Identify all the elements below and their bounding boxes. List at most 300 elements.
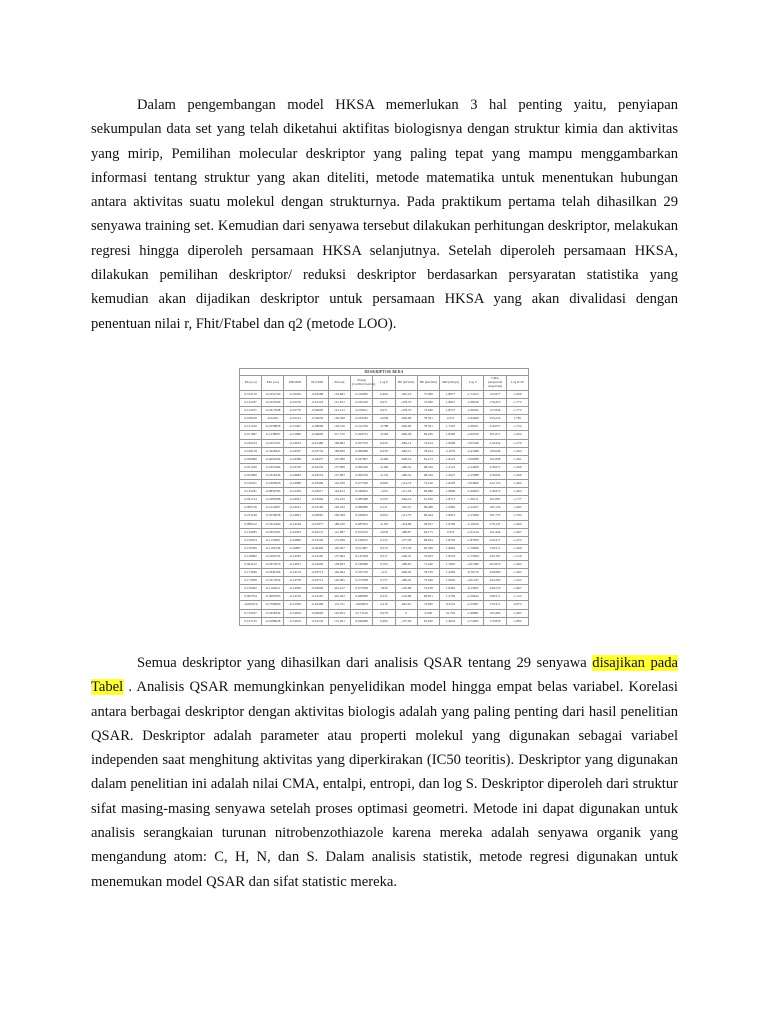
table-cell: 0,052090 — [240, 471, 262, 479]
table-cell: -0,788 — [373, 423, 395, 431]
table-cell: -478,55 — [395, 399, 417, 407]
table-cell: 78,914 — [417, 447, 439, 455]
table-cell: -0,14126 — [284, 593, 306, 601]
table-cell: -1,76846 — [462, 544, 484, 552]
table-cell: 83,080 — [417, 488, 439, 496]
table-cell: 78,591 — [417, 415, 439, 423]
table-cell: 141,087 — [328, 528, 350, 536]
table-cell: -0,2114907 — [262, 504, 284, 512]
table-row — [240, 585, 529, 593]
table-cell: -1,153 — [506, 593, 528, 601]
table-cell: -0,01169 — [306, 504, 328, 512]
table-cell: -0,01480 — [306, 439, 328, 447]
table-cell: -660,94 — [395, 569, 417, 577]
table-cell: -0,22213 — [284, 415, 306, 423]
table-cell: 249,570 — [484, 585, 506, 593]
table-cell: -0,14590 — [284, 585, 306, 593]
table-cell: 0,245 — [373, 593, 395, 601]
table-cell: -1,717 — [506, 496, 528, 504]
table-cell: 0,128074 — [240, 536, 262, 544]
table-cell: 78,591 — [417, 423, 439, 431]
table-cell: 126,182 — [328, 504, 350, 512]
table-header-cell: Log IC50 — [506, 376, 528, 391]
table-cell: 0,576181 — [240, 480, 262, 488]
table-cell: 178,455 — [484, 399, 506, 407]
table-body — [240, 391, 529, 626]
table-cell: -0,14110 — [284, 569, 306, 577]
table-cell: -0,02519 — [306, 471, 328, 479]
table-cell: 1,8462 — [439, 585, 461, 593]
table-cell: -0,01219 — [306, 399, 328, 407]
table-cell: 71,440 — [417, 560, 439, 568]
table-cell: -0,16226 — [284, 391, 306, 399]
table-cell: -1,68981 — [462, 609, 484, 617]
table-cell: 141,141 — [328, 407, 350, 415]
table-cell: -0,1952464 — [262, 463, 284, 471]
table-cell: 0,220 — [373, 439, 395, 447]
table-cell: 1,2982 — [439, 504, 461, 512]
table-cell: -2,41088 — [462, 447, 484, 455]
table-cell: 196,508 — [328, 512, 350, 520]
table-cell: 191,898 — [484, 455, 506, 463]
table-cell: -2,14269 — [462, 463, 484, 471]
table-row — [240, 431, 529, 439]
table-cell: -2,00088 — [462, 455, 484, 463]
table-cell: 163,484 — [484, 609, 506, 617]
table-cell: 1,8334 — [439, 552, 461, 560]
table-cell: -1,665 — [506, 609, 528, 617]
table-cell: 0,130569 — [240, 544, 262, 552]
table-cell: 151,299 — [328, 536, 350, 544]
table-cell: -0,03617 — [306, 488, 328, 496]
table-cell: 0,108015 — [351, 536, 373, 544]
table-cell: -1,604 — [506, 520, 528, 528]
table-row — [240, 447, 529, 455]
table-cell: -0,03604 — [306, 585, 328, 593]
table-cell: -478,55 — [395, 407, 417, 415]
table-cell: -0,1109411 — [262, 585, 284, 593]
table-cell: 0,071 — [373, 407, 395, 415]
table-cell: -0,972 — [506, 601, 528, 609]
table-cell: -0,22203 — [284, 528, 306, 536]
table-cell: 144,613 — [328, 488, 350, 496]
table-cell: -1,525 — [506, 577, 528, 585]
table-cell: -0,01693 — [306, 560, 328, 568]
table-cell: 220,417 — [484, 536, 506, 544]
table-cell: 157,964 — [328, 552, 350, 560]
table-cell: 68,329 — [417, 463, 439, 471]
table-cell: -0,058 — [373, 415, 395, 423]
table-cell: 0,719197 — [240, 609, 262, 617]
table-cell: 81,273 — [417, 455, 439, 463]
table-cell: 0,073508 — [351, 585, 373, 593]
table-cell: 0,757 — [373, 577, 395, 585]
table-cell: 210,454 — [484, 439, 506, 447]
table-cell: -0,22276 — [284, 399, 306, 407]
table-cell: -1,69493 — [462, 488, 484, 496]
table-cell: 0,517 — [373, 552, 395, 560]
table-cell: 0,069716 — [240, 504, 262, 512]
table-cell: 1,8762 — [439, 536, 461, 544]
table-header-cell: Log P — [373, 376, 395, 391]
table-cell: -514,74 — [395, 480, 417, 488]
table-cell: 0 — [395, 609, 417, 617]
table-cell: -1,270 — [506, 439, 528, 447]
table-cell: -2,36345 — [462, 407, 484, 415]
table-cell: 0,147028 — [351, 552, 373, 560]
table-cell: 0,249163 — [240, 439, 262, 447]
table-cell: 141,072 — [328, 399, 350, 407]
table-cell: 162,567 — [328, 544, 350, 552]
table-cell: 0,473148 — [240, 512, 262, 520]
table-cell: -1,892 — [506, 617, 528, 625]
table-cell: -0,24567 — [284, 447, 306, 455]
table-cell: -0,4094284 — [262, 455, 284, 463]
table-cell: -0,1815670 — [262, 560, 284, 568]
table-cell: 0,233011 — [351, 407, 373, 415]
table-cell: 185,156 — [484, 504, 506, 512]
table-cell: -0,06457 — [306, 455, 328, 463]
table-cell: -0,15500 — [284, 601, 306, 609]
table-cell: 0,122071 — [240, 407, 262, 415]
table-cell: 2,074 — [439, 528, 461, 536]
paragraph-2-text-before: Semua deskriptor yang dihasilkan dari analisis QSAR tentang 29 senyawa — [137, 655, 593, 671]
table-cell: 66,851 — [417, 593, 439, 601]
table-cell: 0,171140 — [351, 609, 373, 617]
table-cell: -1,695 — [506, 504, 528, 512]
table-cell: -0,02272 — [306, 528, 328, 536]
table-cell: -1,464 — [506, 480, 528, 488]
table-cell: 0,049855 — [351, 512, 373, 520]
table-cell: -0,22779 — [284, 407, 306, 415]
table-cell: -0,14091 — [284, 512, 306, 520]
table-cell: 164,494 — [328, 569, 350, 577]
table-cell: 0,147125 — [240, 617, 262, 625]
table-cell: -2,05549 — [462, 439, 484, 447]
table-row — [240, 617, 529, 625]
table-cell: -1,772 — [506, 407, 528, 415]
table-cell: 0,150492 — [240, 585, 262, 593]
table-cell: -0,1155891 — [262, 536, 284, 544]
table-cell: -2,74495 — [462, 617, 484, 625]
table-cell: 0,088412 — [240, 520, 262, 528]
table-cell: -286,65 — [395, 560, 417, 568]
table-cell: -0,14758 — [284, 577, 306, 585]
table-cell: -0,16807 — [284, 544, 306, 552]
table-cell: -0,3065585 — [262, 593, 284, 601]
table-header-cell: Energi (Cal/Mol·Kelvin) — [351, 376, 373, 391]
table-cell: 73,090 — [417, 407, 439, 415]
table-cell: -0,0839782 — [262, 488, 284, 496]
table-row — [240, 455, 529, 463]
table-cell: -1,472 — [506, 536, 528, 544]
table-cell: 69,468 — [417, 504, 439, 512]
descriptor-table — [239, 368, 529, 626]
table-cell: 178,311 — [484, 601, 506, 609]
table-cell: -480,52 — [395, 471, 417, 479]
table-cell: -2,53067 — [462, 601, 484, 609]
table-cell: -0,187 — [373, 520, 395, 528]
table-cell: -0,1817848 — [262, 407, 284, 415]
table-row — [240, 577, 529, 585]
table-cell: -1,395 — [506, 569, 528, 577]
table-cell: 181,755 — [484, 512, 506, 520]
table-cell: 120,495 — [328, 577, 350, 585]
table-cell: 73,000 — [417, 601, 439, 609]
table-cell: -0,083519 — [240, 601, 262, 609]
table-cell: -280,42 — [395, 577, 417, 585]
descriptor-table-image — [239, 368, 529, 656]
table-cell: -2,04009 — [462, 480, 484, 488]
table-cell: 0,246825 — [351, 488, 373, 496]
table-cell: 0,121616 — [240, 423, 262, 431]
table-cell: -0,1818244 — [262, 471, 284, 479]
table-cell: 58,057 — [417, 520, 439, 528]
table-cell: 222,153 — [484, 480, 506, 488]
table-cell: 1,8713 — [439, 496, 461, 504]
table-cell: -0,06093 — [306, 407, 328, 415]
table-row — [240, 480, 529, 488]
table-cell: 0,173949 — [240, 569, 262, 577]
table-cell: -395,47 — [395, 504, 417, 512]
table-cell: -0,3704890 — [262, 601, 284, 609]
table-cell: -0,14616 — [284, 617, 306, 625]
table-cell: 0,173958 — [240, 577, 262, 585]
table-cell: -0,01295 — [306, 552, 328, 560]
table-cell: -0,14659 — [284, 609, 306, 617]
table-cell: 0,225726 — [351, 569, 373, 577]
table-cell: 168,859 — [328, 447, 350, 455]
table-cell: -2,60166 — [462, 431, 484, 439]
table-row — [240, 504, 529, 512]
table-cell: 65,569 — [417, 544, 439, 552]
table-cell: -0,01233 — [306, 617, 328, 625]
table-cell: 178,147 — [484, 520, 506, 528]
table-row — [240, 399, 529, 407]
table-cell: -0,30059 — [306, 415, 328, 423]
table-cell: 166,862 — [328, 439, 350, 447]
table-cell: 155,195 — [328, 496, 350, 504]
table-cell: -2,12927 — [462, 504, 484, 512]
table-cell: 0,062559 — [351, 471, 373, 479]
table-cell: -2,01247 — [462, 577, 484, 585]
paragraph-2-text-after: . Analisis QSAR memungkinkan penyelidikan model hingga empat belas variabel. Korelasi antara berbagai deskriptor dengan aktivitas biologis adalah yang paling penting dari hasil penelitian QSAR. Deskriptor adalah parameter atau properti molekul yang digunakan sebagai variabel independen saat menghitung aktivitas yang diperkirakan (IC50 teoritis). Deskriptor yang digunakan dalam penelitian ini adalah nilai CMA, entalpi, entropi, dan log S. Deskriptor diperoleh dari struktur sifat masing-masing senyawa setelah proses optimasi geometri. Metode ini dapat digunakan untuk analisis serangkaian turunan nitrobenzothiazole karena mereka adalah senyawa organik yang mengandung atom: C, H, N, dan S. Dalam analisis statistik, metode regresi digunakan untuk menemukan model QSAR dan sifat statistic mereka. — [91, 679, 678, 890]
table-cell: -1,30111 — [462, 496, 484, 504]
table-cell: -0,1055509 — [262, 399, 284, 407]
table-cell: -0,3317842 — [262, 577, 284, 585]
table-cell: 1,6709 — [439, 520, 461, 528]
paragraph-2 — [91, 651, 678, 894]
table-cell: 144,766 — [328, 480, 350, 488]
table-cell: 0,047697 — [351, 455, 373, 463]
table-cell: -0,3556058 — [262, 512, 284, 520]
table-cell: 0,085288 — [351, 496, 373, 504]
table-cell: 69,654 — [417, 536, 439, 544]
table-row — [240, 552, 529, 560]
table-cell: -2,01386 — [462, 560, 484, 568]
table-cell: -0,1825581 — [262, 528, 284, 536]
table-cell: 151,291 — [328, 617, 350, 625]
table-cell: 91,036 — [417, 496, 439, 504]
table-cell: -2,58442 — [462, 593, 484, 601]
table-row — [240, 463, 529, 471]
table-cell: 2,216 — [373, 601, 395, 609]
table-cell: -0,13947 — [462, 585, 484, 593]
table-cell: 1,104 — [373, 488, 395, 496]
table-cell: -0,15467 — [284, 423, 306, 431]
table-header-cell: Eint (e.u) — [262, 376, 284, 391]
table-cell: 0,125 — [373, 536, 395, 544]
table-row — [240, 544, 529, 552]
table-cell: 0,051190 — [240, 463, 262, 471]
table-cell: 0,101897 — [240, 431, 262, 439]
table-cell: -0,01549 — [306, 536, 328, 544]
table-cell: 0,275958 — [351, 577, 373, 585]
table-cell: -0,03499 — [306, 480, 328, 488]
table-cell: -2,15088 — [462, 471, 484, 479]
table-cell: -646,06 — [395, 423, 417, 431]
table-cell: 0,232520 — [351, 399, 373, 407]
table-cell: 154,665 — [328, 391, 350, 399]
table-cell: 1,2122 — [439, 463, 461, 471]
table-cell: -1,269 — [506, 463, 528, 471]
table-cell: 1,820 — [373, 585, 395, 593]
table-cell: -0,2558858 — [262, 423, 284, 431]
table-cell: 69,444 — [417, 512, 439, 520]
table-row — [240, 609, 529, 617]
table-cell: -0,1088628 — [262, 617, 284, 625]
table-cell: 1,7455 — [439, 423, 461, 431]
table-cell: -1,654 — [506, 431, 528, 439]
table-cell: 1,8557 — [439, 407, 461, 415]
table-header-row — [240, 376, 529, 391]
table-cell: -1,807 — [506, 585, 528, 593]
table-cell: 0,068680 — [351, 504, 373, 512]
table-cell: 1,9896 — [439, 488, 461, 496]
table-cell: 1,7695 — [439, 560, 461, 568]
table-header-cell: Entropi — [328, 376, 350, 391]
table-cell: 156,516 — [328, 423, 350, 431]
table-cell: 0,011067 — [351, 544, 373, 552]
table-row — [240, 439, 529, 447]
table-row — [240, 488, 529, 496]
table-cell: 1,9908 — [439, 439, 461, 447]
table-cell: -0,1238097 — [262, 431, 284, 439]
table-cell: -0,032 — [373, 528, 395, 536]
table-cell: -0,1052700 — [262, 391, 284, 399]
table-cell: -0,01281 — [306, 593, 328, 601]
table-cell: -0,01088 — [306, 391, 328, 399]
table-cell: 0,071 — [373, 399, 395, 407]
table-cell: -1,309 — [506, 544, 528, 552]
table-cell: 1,4286 — [439, 569, 461, 577]
table-row — [240, 423, 529, 431]
table-cell: -1,463 — [506, 488, 528, 496]
table-cell: -2,42460 — [462, 415, 484, 423]
table-cell: -0,3428421 — [262, 447, 284, 455]
table-cell: -290,41 — [395, 552, 417, 560]
table-cell: -0,564 — [373, 431, 395, 439]
table-caption: DESKRIPTOR BEDA — [239, 368, 529, 375]
table-row — [240, 391, 529, 399]
table-cell: 1,4634 — [439, 617, 461, 625]
table-cell: -0,14088 — [284, 480, 306, 488]
table-cell: 161,881 — [484, 496, 506, 504]
table-cell: 201,262 — [328, 593, 350, 601]
table-cell: 228,511 — [484, 593, 506, 601]
table-cell: 159,511 — [484, 544, 506, 552]
table-cell: 0,080969 — [351, 593, 373, 601]
table-cell: 145,053 — [328, 609, 350, 617]
table-cell: -0,23726 — [284, 463, 306, 471]
table-cell: -1,75994 — [462, 552, 484, 560]
table-cell: -1,493 — [506, 560, 528, 568]
table-cell: -2,13280 — [462, 512, 484, 520]
table-cell: 0,793 — [373, 560, 395, 568]
table-cell: 0,094 — [373, 512, 395, 520]
table-cell: -0,133 — [373, 471, 395, 479]
table-row — [240, 593, 529, 601]
table-cell: -1,763 — [506, 512, 528, 520]
table-cell: 1,211 — [373, 569, 395, 577]
table-row — [240, 496, 529, 504]
table-cell: 0,121 — [373, 504, 395, 512]
table-cell: -0,24368 — [284, 455, 306, 463]
table-cell: -0,08099 — [306, 423, 328, 431]
table-cell: 1,8647 — [439, 399, 461, 407]
table-cell: -0,2209741 — [262, 552, 284, 560]
table-header-cell: MD (Debye) — [439, 376, 461, 391]
table-cell: -0,3338434 — [262, 609, 284, 617]
table-header-cell: HF (kJ/mol) — [395, 376, 417, 391]
table-cell: -0,14031 — [284, 560, 306, 568]
table-cell: -1,516 — [506, 552, 528, 560]
table-cell: -211,18 — [395, 488, 417, 496]
table-cell: -0,080031 — [351, 601, 373, 609]
table-cell: -0,14185 — [284, 552, 306, 560]
table-cell: -1,772 — [506, 399, 528, 407]
table-cell: 216,057 — [484, 423, 506, 431]
table-cell: -828,19 — [395, 455, 417, 463]
table-cell: 0,065794 — [240, 593, 262, 601]
table-cell: -377,58 — [395, 544, 417, 552]
table-cell: -0,00081 — [306, 512, 328, 520]
table-cell: 68,329 — [417, 471, 439, 479]
table-cell: 253,216 — [484, 415, 506, 423]
table-cell: -0,02406 — [306, 601, 328, 609]
table-cell: 158,823 — [328, 560, 350, 568]
table-cell: 218,972 — [484, 488, 506, 496]
table-cell: 0,469 — [373, 391, 395, 399]
table-cell: -0,1849184 — [262, 569, 284, 577]
table-cell: -1,263 — [506, 447, 528, 455]
table-cell: 0,060689 — [351, 447, 373, 455]
table-cell: 0,218085 — [351, 391, 373, 399]
table-cell: 84,295 — [417, 431, 439, 439]
table-cell: -646,08 — [395, 415, 417, 423]
table-cell: 64,175 — [417, 528, 439, 536]
table-cell: -842,61 — [395, 601, 417, 609]
table-cell: 0,046089 — [351, 617, 373, 625]
table-cell: 151,511 — [328, 601, 350, 609]
table-row — [240, 407, 529, 415]
table-cell: -1,656 — [506, 391, 528, 399]
table-cell: -0,06693 — [306, 431, 328, 439]
table-cell: -0,1685688 — [262, 496, 284, 504]
table-row — [240, 520, 529, 528]
table-cell: 107,090 — [328, 455, 350, 463]
table-row — [240, 560, 529, 568]
